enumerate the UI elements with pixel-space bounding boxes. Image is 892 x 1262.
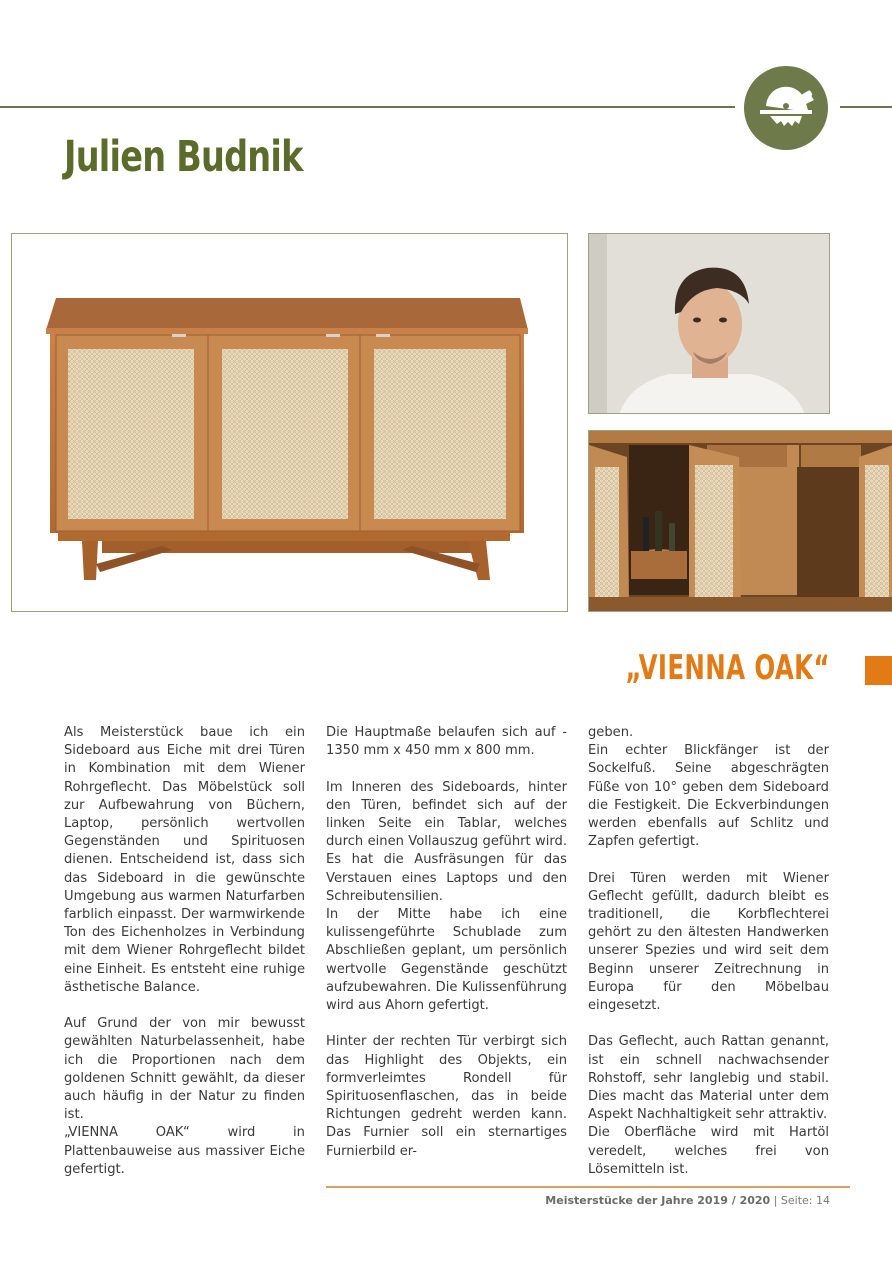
- logo-badge: [744, 66, 828, 150]
- text-column-1: [64, 724, 305, 1197]
- paragraph: Im Inneren des Sideboards, hinter den Türen, befindet sich auf der linken Seite ein Tablar, welches durch einen Vollauszug geführt wird. Es hat die Ausfräsungen für das Verstauen eines Laptops und den Schreibutensilien.: [326, 779, 567, 904]
- paragraph: geben.: [588, 725, 634, 740]
- paragraph: Die Oberfläche wird mit Hartöl veredelt, welches frei von Lösemitteln ist.: [588, 1125, 829, 1177]
- page-number: Seite: 14: [780, 1194, 830, 1207]
- paragraph: In der Mitte habe ich eine kulissengeführte Schublade zum Abschließen geplant, um persönlich wertvolle Gegenstände geschützt aufzubewahren. Die Kulissenführung wird aus Ahorn gefertigt.: [326, 907, 567, 1014]
- paragraph: Drei Türen werden mit Wiener Geflecht gefüllt, dadurch bleibt es traditionell, die Korbflechterei gehört zu den ältesten Handwerken unserer Spezies und wird seit dem Beginn unserer Zeitrechnung in Europa für den Möbelbau eingesetzt.: [588, 870, 829, 1014]
- paragraph: Ein echter Blickfänger ist der Sockelfuß. Seine abgeschrägten Füße von 10° geben dem Sideboard die Festigkeit. Die Eckverbindungen werden ebenfalls auf Schlitz und Zapfen gefertigt.: [588, 743, 829, 850]
- paragraph: „VIENNA OAK“ wird in Plattenbauweise aus massiver Eiche gefertigt.: [64, 1125, 305, 1177]
- paragraph: Die Hauptmaße belaufen sich auf - 1350 mm x 450 mm x 800 mm.: [326, 725, 567, 759]
- circular-saw-icon: [744, 66, 828, 150]
- paragraph: Als Meisterstück baue ich ein Sideboard aus Eiche mit drei Türen in Kombination mit dem Wiener Rohrgeflecht. Das Möbelstück soll zur Aufbewahrung von Büchern, Laptop, persönlich wertvollen Gegenständen und Spirituosen dienen. Entscheidend ist, dass sich das Sideboard in die gewünschte Umgebung aus warmen Naturfarben farblich einpasst. Der warmwirkende Ton des Eichenholzes in Verbindung mit dem Wiener Rohrgeflecht bildet eine Einheit. Es entsteht eine ruhige ästhetische Balance.: [64, 725, 305, 995]
- footer-separator: |: [770, 1194, 781, 1207]
- page-footer: [545, 1194, 830, 1207]
- sideboard-photo: [11, 233, 568, 612]
- header-rule-right: [840, 106, 892, 108]
- paragraph: Hinter der rechten Tür verbirgt sich das Highlight des Objekts, ein formverleimtes Rondell für Spirituosenflaschen, das in beide Richtungen gedreht werden kann. Das Furnier soll ein sternartiges Furnierbild er-: [326, 1034, 567, 1159]
- paragraph: Auf Grund der von mir bewusst gewählten Naturbelassenheit, habe ich die Proportionen nach dem goldenen Schnitt gewählt, da dieser auch häufig in der Natur zu finden ist.: [64, 1016, 305, 1123]
- text-column-3: [588, 724, 829, 1197]
- publication-name: Meisterstücke der Jahre 2019 / 2020: [545, 1194, 771, 1207]
- text-column-2: [326, 724, 567, 1179]
- paragraph: Das Geflecht, auch Rattan genannt, ist ein schnell nachwachsender Rohstoff, sehr langlebig und stabil. Dies macht das Material unter dem Aspekt Nachhaltigkeit sehr attraktiv.: [588, 1034, 829, 1123]
- portrait-photo: [588, 233, 830, 414]
- header-rule-left: [0, 106, 735, 108]
- accent-square: [865, 656, 892, 685]
- page-title: Julien Budnik: [64, 132, 303, 182]
- sideboard-interior-photo: [588, 430, 892, 612]
- footer-rule: [326, 1186, 850, 1188]
- project-subtitle: „VIENNA OAK“: [625, 648, 830, 688]
